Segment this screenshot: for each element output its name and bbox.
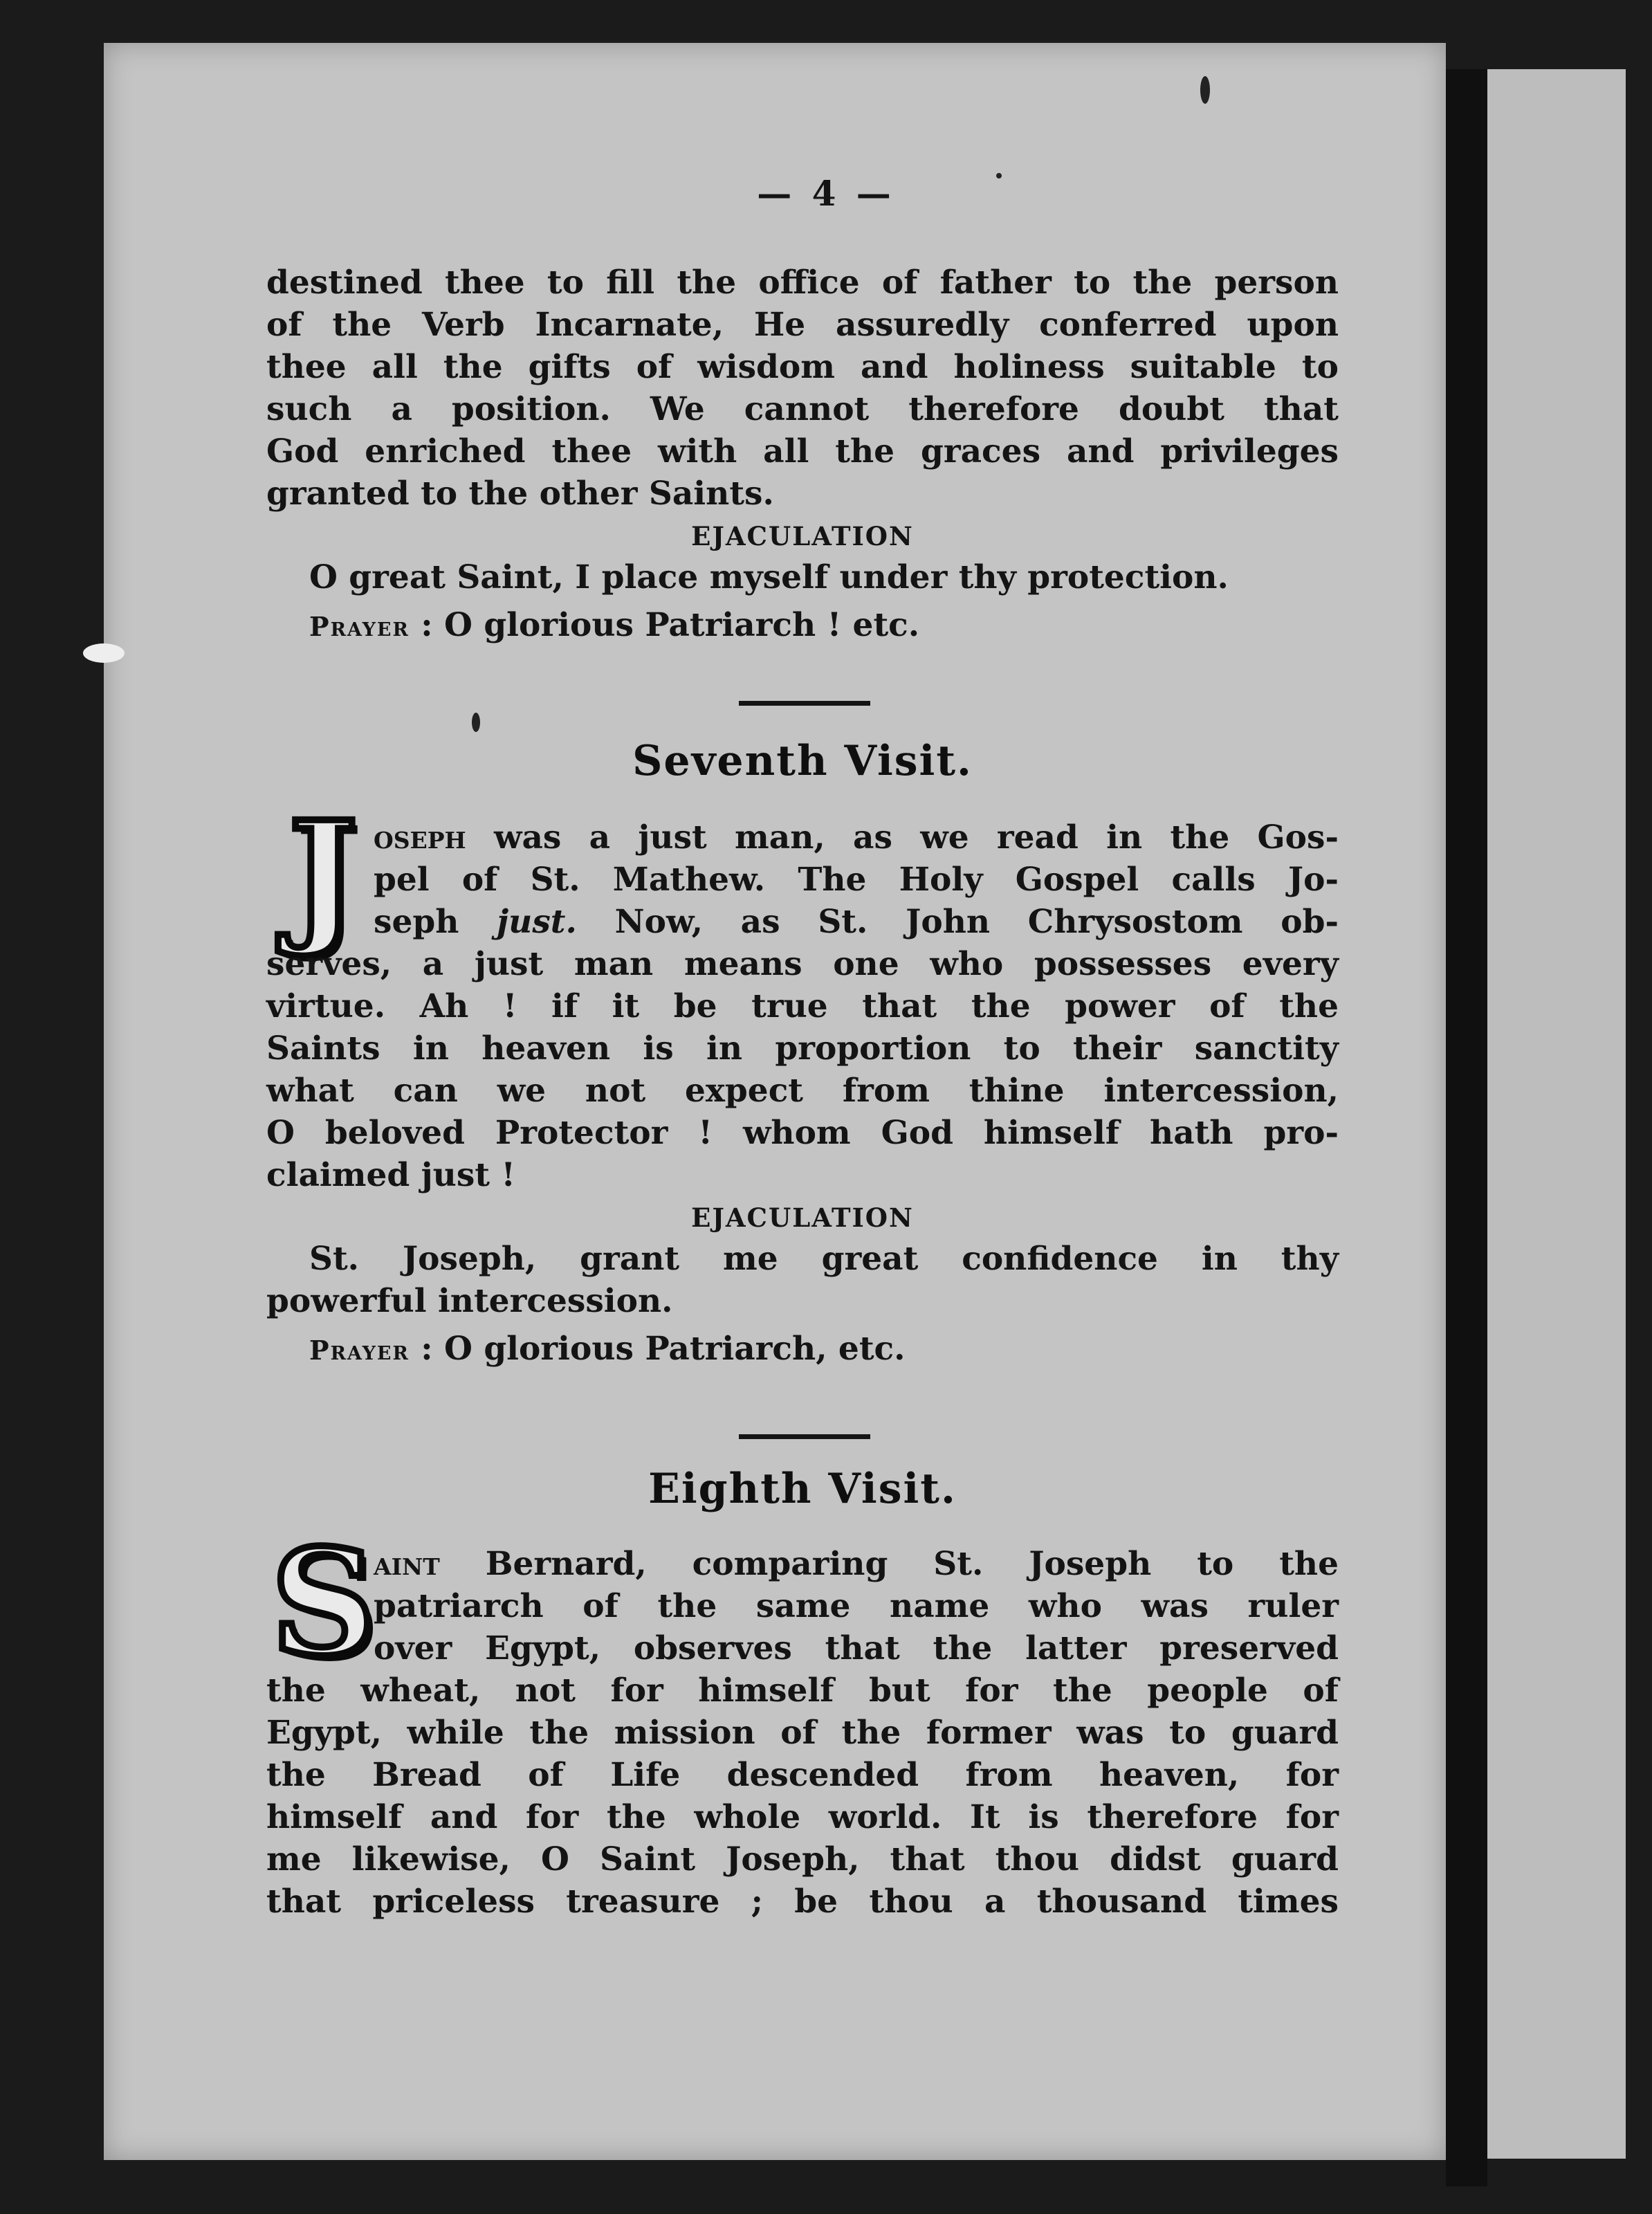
ejaculation-text (266, 556, 1339, 598)
prayer-label: Prayer (309, 1335, 410, 1366)
seventh-visit-paragraph (266, 816, 1339, 1196)
text-line: the Bread of Life descended from heaven, for (266, 1756, 1339, 1794)
dropcap-continuation: oseph (374, 818, 466, 857)
text-line: that priceless treasure ; be thou a thousand times (266, 1883, 1339, 1921)
dropcap-letter: J (288, 789, 358, 960)
italic-word: just. (497, 903, 577, 941)
text-line: destined thee to fill the office of father to the person (266, 264, 1339, 302)
text-line: patriarch of the same name who was ruler (374, 1587, 1339, 1625)
book-spine (1446, 69, 1487, 2186)
text-line: over Egypt, observes that the latter preserved (374, 1629, 1339, 1667)
text-line: God enriched thee with all the graces and privileges (266, 432, 1339, 470)
intro-section (266, 262, 1339, 648)
text-line: pel of St. Mathew. The Holy Gospel calls Jo- (374, 861, 1339, 899)
page-number: — 4 — (757, 173, 895, 214)
text-line: himself and for the whole world. It is therefore for (266, 1798, 1339, 1836)
ejaculation-text (266, 1238, 1339, 1322)
prayer-text: : O glorious Patriarch ! etc. (421, 606, 920, 644)
scan-speck (83, 643, 125, 663)
text-span: was a just man, as we read in the Gos- (466, 818, 1339, 857)
text-span: Now, as St. John Chrysostom ob- (576, 903, 1339, 941)
eighth-visit-paragraph (266, 1543, 1339, 1923)
eighth-visit-section (266, 1543, 1339, 1923)
prayer-label: Prayer (309, 611, 410, 642)
prayer-text: : O glorious Patriarch, etc. (421, 1330, 906, 1368)
text-line: thee all the gifts of wisdom and holiness suitable to (266, 348, 1339, 386)
text-line: such a position. We cannot therefore doubt that (266, 390, 1339, 428)
ejaculation-heading: EJACULATION (691, 521, 914, 551)
text-line (266, 901, 1339, 943)
text-line: serves, a just man means one who possesses every (266, 945, 1339, 983)
text-line: the wheat, not for himself but for the people of (266, 1672, 1339, 1710)
text-span: seph (374, 903, 497, 941)
scan-speck (472, 713, 480, 732)
prayer-line (266, 1328, 1339, 1371)
text-line: what can we not expect from thine intercession, (266, 1072, 1339, 1110)
seventh-visit-section (266, 816, 1339, 1371)
text-line: me likewise, O Saint Joseph, that thou didst guard (266, 1840, 1339, 1878)
text-span: Bernard, comparing St. Joseph to the (439, 1545, 1339, 1583)
text-line: Saints in heaven is in proportion to their sanctity (266, 1030, 1339, 1068)
dropcap-continuation: aint (374, 1545, 440, 1583)
intro-paragraph (266, 262, 1339, 515)
section-title-eighth-visit: Eighth Visit. (648, 1465, 957, 1513)
dropcap-letter: S (271, 1517, 376, 1688)
section-divider (739, 701, 870, 706)
text-line: virtue. Ah ! if it be true that the power of the (266, 987, 1339, 1025)
text-line: O great Saint, I place myself under thy protection. (309, 558, 1229, 596)
text-line: of the Verb Incarnate, He assuredly conferred upon (266, 306, 1339, 344)
text-line: claimed just ! (266, 1156, 515, 1194)
text-line: granted to the other Saints. (266, 475, 774, 513)
section-title-seventh-visit: Seventh Visit. (632, 737, 973, 785)
facing-page-edge (1487, 69, 1626, 2159)
scan-speck (1200, 76, 1210, 104)
section-divider (739, 1434, 870, 1439)
text-line (266, 816, 1339, 859)
ejaculation-heading: EJACULATION (691, 1202, 914, 1233)
text-line: St. Joseph, grant me great confidence in thy (309, 1240, 1339, 1278)
text-line (266, 1543, 1339, 1585)
text-line: Egypt, while the mission of the former was to guard (266, 1714, 1339, 1752)
text-line: powerful intercession. (266, 1282, 673, 1320)
text-line: O beloved Protector ! whom God himself hath pro- (266, 1114, 1339, 1152)
prayer-line (266, 604, 1339, 648)
